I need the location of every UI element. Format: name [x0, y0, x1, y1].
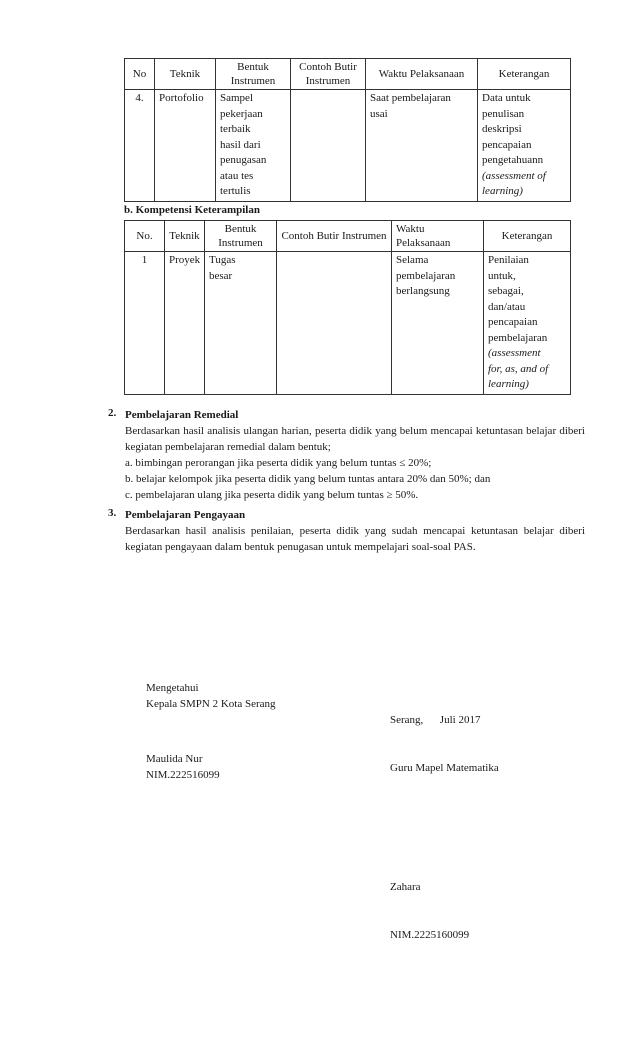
header-keterangan: Keterangan [484, 221, 571, 252]
cell-no: 1 [125, 252, 165, 395]
table-row [125, 90, 571, 202]
header-teknik: Teknik [165, 221, 205, 252]
cell-no: 4. [125, 90, 155, 202]
signature-role: Kepala SMPN 2 Kota Serang [146, 698, 276, 710]
assessment-table-knowledge [124, 58, 571, 202]
cell-keterangan: Penilaian untuk, sebagai, dan/atau pencapaian pembelajaran (assessment for, as, and of learning) [484, 252, 571, 395]
signature-name: Maulida Nur [146, 753, 203, 765]
section-number: 2. [108, 407, 117, 419]
header-teknik: Teknik [155, 59, 216, 90]
list-item: a. bimbingan perorangan jika peserta didik yang belum tuntas ≤ 20%; [125, 457, 432, 469]
header-bentuk-instrumen: Bentuk Instrumen [216, 59, 291, 90]
section-title: Pembelajaran Remedial [125, 409, 239, 421]
subheading-keterampilan: b. Kompetensi Keterampilan [124, 204, 260, 216]
cell-keterangan: Data untuk penulisan deskripsi pencapaian pengetahuann (assessment of learning) [478, 90, 571, 202]
header-bentuk-instrumen: Bentuk Instrumen [205, 221, 277, 252]
cell-bentuk: Sampel pekerjaan terbaik hasil dari penugasan atau tes tertulis [216, 90, 291, 202]
signature-nim: NIM.2225160099 [390, 929, 470, 941]
signature-block-left [146, 680, 276, 783]
cell-waktu: Saat pembelajaran usai [366, 90, 478, 202]
header-contoh-butir: Contoh Butir Instrumen [291, 59, 366, 90]
header-keterangan: Keterangan [478, 59, 571, 90]
signature-place-date: Serang, Juli 2017 [390, 714, 481, 726]
header-no: No. [125, 221, 165, 252]
signature-name: Zahara [390, 881, 421, 893]
assessment-table-skills [124, 220, 571, 395]
section-text: Berdasarkan hasil analisis penilaian, peserta didik yang sudah mencapai ketuntasan belajar diberi kegiatan pengayaan dalam bentuk penugasan untuk mempelajari soal-soal PAS. [125, 525, 585, 553]
header-waktu: Waktu Pelaksanaan [392, 221, 484, 252]
signature-block-right [390, 680, 499, 959]
table-row [125, 252, 571, 395]
signature-role: Guru Mapel Matematika [390, 762, 499, 774]
signature-caption: Mengetahui [146, 682, 199, 694]
cell-bentuk: Tugas besar [205, 252, 277, 395]
cell-teknik: Proyek [165, 252, 205, 395]
cell-contoh [277, 252, 392, 395]
list-item: c. pembelajaran ulang jika peserta didik yang belum tuntas ≥ 50%. [125, 489, 419, 501]
section-intro: Berdasarkan hasil analisis ulangan harian, peserta didik yang belum mencapai ketuntasan belajar diberi kegiatan pembelajaran remedial dalam bentuk; [125, 425, 585, 453]
header-waktu: Waktu Pelaksanaan [366, 59, 478, 90]
header-no: No [125, 59, 155, 90]
section-number: 3. [108, 507, 117, 519]
section-title: Pembelajaran Pengayaan [125, 509, 246, 521]
signature-nim: NIM.222516099 [146, 769, 220, 781]
cell-contoh [291, 90, 366, 202]
cell-teknik: Portofolio [155, 90, 216, 202]
header-contoh-butir: Contoh Butir Instrumen [277, 221, 392, 252]
list-item: b. belajar kelompok jika peserta didik yang belum tuntas antara 20% dan 50%; dan [125, 473, 491, 485]
cell-waktu: Selama pembelajaran berlangsung [392, 252, 484, 395]
